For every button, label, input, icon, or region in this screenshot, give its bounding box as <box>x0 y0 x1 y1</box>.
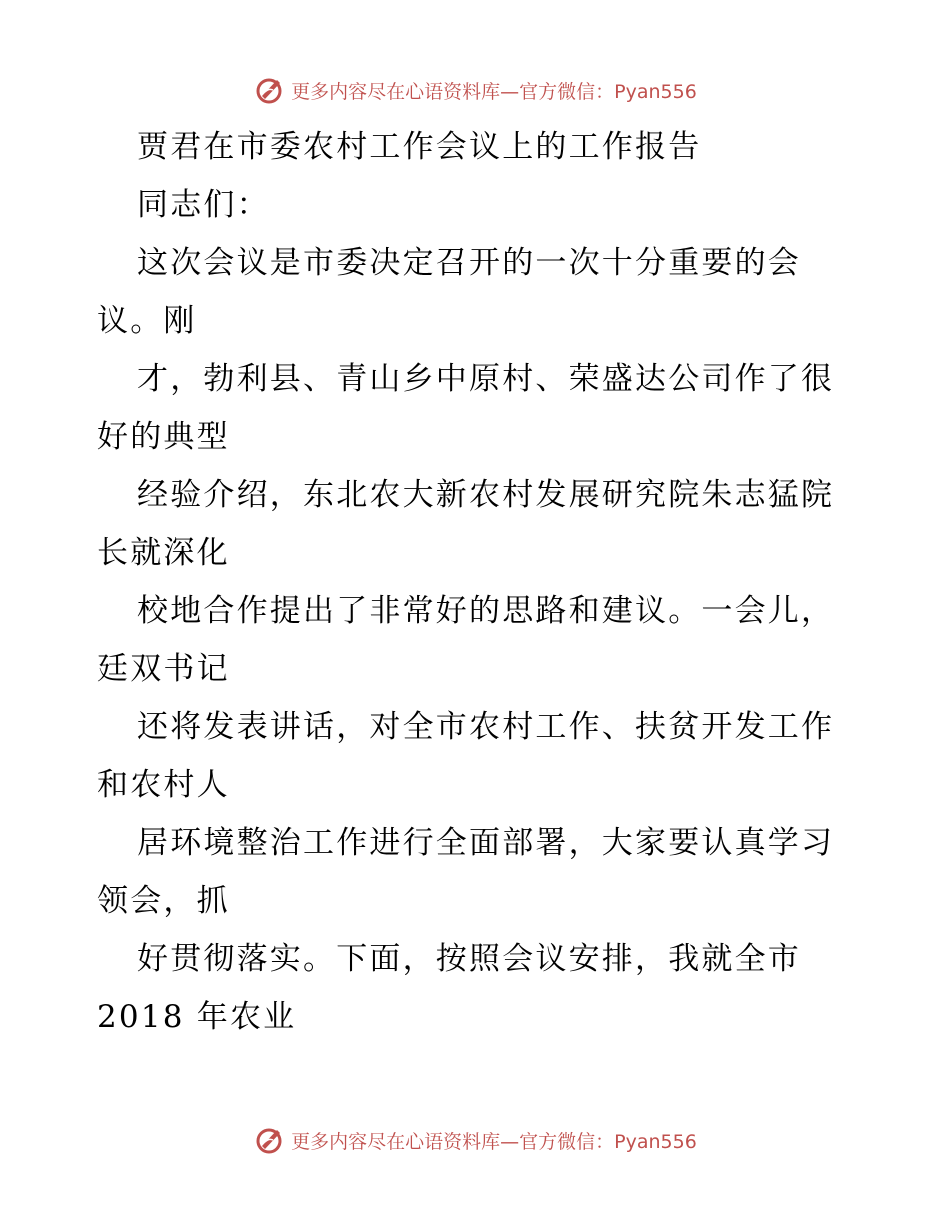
doc-line: 廷双书记 <box>97 651 230 687</box>
leaf-pen-logo-icon <box>253 74 285 106</box>
doc-line: 居环境整治工作进行全面部署，大家要认真学习 <box>137 825 835 861</box>
leaf-pen-logo-icon <box>253 1124 285 1156</box>
doc-line: 同志们： <box>137 187 270 223</box>
doc-line: 还将发表讲话，对全市农村工作、扶贫开发工作 <box>137 709 835 745</box>
doc-line: 2018 年农业 <box>97 999 297 1035</box>
doc-line: 好贯彻落实。下面，按照会议安排，我就全市 <box>137 941 801 977</box>
doc-line: 领会，抓 <box>97 883 230 919</box>
doc-line: 这次会议是市委决定召开的一次十分重要的会 <box>137 245 801 281</box>
watermark-text: 更多内容尽在心语资料库—官方微信：Pyan556 <box>291 80 697 103</box>
doc-line: 议。刚 <box>97 303 197 339</box>
doc-line: 和农村人 <box>97 767 230 803</box>
doc-line: 长就深化 <box>97 535 230 571</box>
doc-line: 才，勃利县、青山乡中原村、荣盛达公司作了很 <box>137 361 835 397</box>
doc-line: 经验介绍，东北农大新农村发展研究院朱志猛院 <box>137 477 835 513</box>
footer-watermark <box>0 1120 950 1160</box>
watermark-text: 更多内容尽在心语资料库—官方微信：Pyan556 <box>291 1130 697 1153</box>
doc-line: 校地合作提出了非常好的思路和建议。一会儿， <box>137 593 835 629</box>
document-body <box>97 118 857 1046</box>
doc-line: 好的典型 <box>97 419 230 455</box>
doc-line: 贾君在市委农村工作会议上的工作报告 <box>137 129 702 165</box>
header-watermark <box>0 70 950 110</box>
